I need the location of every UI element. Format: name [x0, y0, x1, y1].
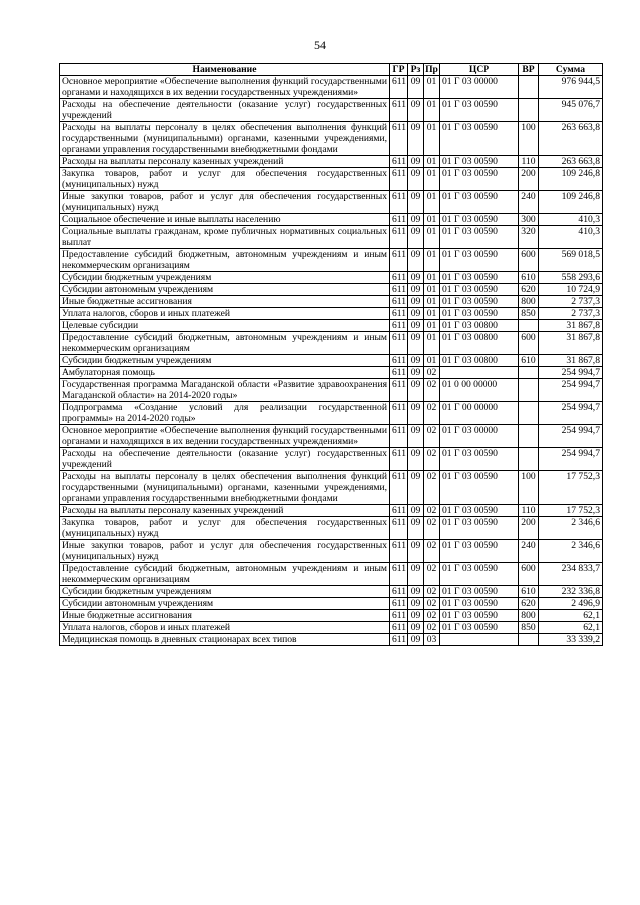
cell-gr: 611: [390, 308, 408, 320]
cell-name: Субсидии автономным учреждениям: [60, 284, 390, 296]
cell-csr: 01 Г 03 00590: [440, 308, 519, 320]
cell-sum: 2 737,3: [539, 308, 603, 320]
header-gr: ГР: [390, 64, 408, 76]
cell-pr: 02: [424, 610, 440, 622]
cell-sum: 62,1: [539, 622, 603, 634]
cell-rz: 09: [408, 76, 424, 99]
table-row: [60, 99, 603, 122]
cell-gr: 611: [390, 249, 408, 272]
cell-rz: 09: [408, 563, 424, 586]
cell-sum: 234 833,7: [539, 563, 603, 586]
cell-csr: [440, 634, 519, 646]
cell-vr: 200: [519, 168, 539, 191]
cell-gr: 611: [390, 355, 408, 367]
cell-rz: 09: [408, 355, 424, 367]
cell-csr: 01 Г 03 00590: [440, 214, 519, 226]
cell-csr: 01 Г 03 00000: [440, 76, 519, 99]
cell-csr: 01 Г 03 00590: [440, 284, 519, 296]
cell-rz: 09: [408, 214, 424, 226]
table-row: [60, 76, 603, 99]
header-name: Наименование: [60, 64, 390, 76]
table-row: [60, 610, 603, 622]
cell-gr: 611: [390, 425, 408, 448]
table-row: [60, 517, 603, 540]
cell-pr: 02: [424, 402, 440, 425]
cell-pr: 02: [424, 379, 440, 402]
cell-csr: 01 Г 03 00590: [440, 99, 519, 122]
cell-csr: 01 Г 03 00590: [440, 191, 519, 214]
table-row: [60, 308, 603, 320]
cell-name: Иные бюджетные ассигнования: [60, 296, 390, 308]
cell-sum: 254 994,7: [539, 448, 603, 471]
cell-rz: 09: [408, 425, 424, 448]
cell-sum: 109 246,8: [539, 191, 603, 214]
cell-name: Иные закупки товаров, работ и услуг для обеспечения государственных (муниципальных) нужд: [60, 191, 390, 214]
table-row: [60, 156, 603, 168]
cell-gr: 611: [390, 622, 408, 634]
cell-gr: 611: [390, 598, 408, 610]
cell-name: Закупка товаров, работ и услуг для обеспечения государственных (муниципальных) нужд: [60, 168, 390, 191]
cell-pr: 02: [424, 517, 440, 540]
cell-rz: 09: [408, 379, 424, 402]
table-row: [60, 425, 603, 448]
cell-gr: 611: [390, 320, 408, 332]
cell-rz: 09: [408, 226, 424, 249]
cell-sum: 410,3: [539, 226, 603, 249]
cell-vr: [519, 99, 539, 122]
cell-sum: 945 076,7: [539, 99, 603, 122]
table-row: [60, 540, 603, 563]
cell-pr: 03: [424, 634, 440, 646]
cell-pr: 01: [424, 272, 440, 284]
table-row: [60, 214, 603, 226]
cell-name: Подпрограмма «Создание условий для реализации государственной программы» на 2014-2020 годы»: [60, 402, 390, 425]
cell-gr: 611: [390, 505, 408, 517]
table-row: [60, 284, 603, 296]
cell-vr: [519, 634, 539, 646]
cell-gr: 611: [390, 448, 408, 471]
table-row: [60, 471, 603, 505]
page-number: 54: [314, 38, 326, 52]
cell-pr: 01: [424, 332, 440, 355]
cell-name: Предоставление субсидий бюджетным, автономным учреждениям и иным некоммерческим организациям: [60, 332, 390, 355]
table-row: [60, 122, 603, 156]
cell-name: Предоставление субсидий бюджетным, автономным учреждениям и иным некоммерческим организациям: [60, 563, 390, 586]
cell-vr: [519, 402, 539, 425]
cell-vr: [519, 367, 539, 379]
cell-name: Расходы на выплаты персоналу казенных учреждений: [60, 156, 390, 168]
cell-sum: 410,3: [539, 214, 603, 226]
cell-pr: 01: [424, 156, 440, 168]
cell-vr: 600: [519, 563, 539, 586]
cell-pr: 01: [424, 122, 440, 156]
cell-csr: 01 Г 03 00590: [440, 598, 519, 610]
cell-name: Иные закупки товаров, работ и услуг для обеспечения государственных (муниципальных) нужд: [60, 540, 390, 563]
cell-name: Предоставление субсидий бюджетным, автономным учреждениям и иным некоммерческим организациям: [60, 249, 390, 272]
cell-csr: 01 Г 03 00590: [440, 122, 519, 156]
cell-vr: 600: [519, 249, 539, 272]
cell-sum: 254 994,7: [539, 402, 603, 425]
table-row: [60, 563, 603, 586]
cell-rz: 09: [408, 517, 424, 540]
cell-pr: 02: [424, 471, 440, 505]
cell-sum: 558 293,6: [539, 272, 603, 284]
cell-gr: 611: [390, 402, 408, 425]
cell-rz: 09: [408, 284, 424, 296]
cell-rz: 09: [408, 99, 424, 122]
cell-sum: 232 336,8: [539, 586, 603, 598]
cell-csr: 01 Г 03 00590: [440, 272, 519, 284]
cell-vr: 110: [519, 156, 539, 168]
cell-name: Расходы на выплаты персоналу в целях обеспечения выполнения функций государственными (муниципальными) органами, казенными учреждениями, органами управления государственными внебюджетными фондами: [60, 471, 390, 505]
cell-pr: 02: [424, 540, 440, 563]
cell-sum: 263 663,8: [539, 122, 603, 156]
cell-name: Основное мероприятие «Обеспечение выполнения функций государственными органами и находящихся в их ведении государственных учреждениями»: [60, 425, 390, 448]
cell-pr: 01: [424, 226, 440, 249]
cell-csr: 01 Г 03 00800: [440, 332, 519, 355]
cell-vr: [519, 320, 539, 332]
cell-sum: 31 867,8: [539, 355, 603, 367]
cell-sum: 33 339,2: [539, 634, 603, 646]
cell-csr: [440, 367, 519, 379]
cell-name: Субсидии автономным учреждениям: [60, 598, 390, 610]
cell-gr: 611: [390, 168, 408, 191]
cell-vr: 240: [519, 540, 539, 563]
cell-csr: 01 Г 03 00590: [440, 505, 519, 517]
cell-csr: 01 Г 03 00590: [440, 622, 519, 634]
cell-rz: 09: [408, 540, 424, 563]
cell-vr: 100: [519, 122, 539, 156]
cell-rz: 09: [408, 296, 424, 308]
cell-sum: 62,1: [539, 610, 603, 622]
cell-csr: 01 Г 03 00590: [440, 156, 519, 168]
cell-rz: 09: [408, 367, 424, 379]
table-row: [60, 249, 603, 272]
table-row: [60, 379, 603, 402]
table-row: [60, 272, 603, 284]
cell-vr: [519, 448, 539, 471]
cell-gr: 611: [390, 296, 408, 308]
cell-vr: 610: [519, 272, 539, 284]
table-row: [60, 191, 603, 214]
cell-vr: 850: [519, 622, 539, 634]
cell-csr: 01 Г 03 00590: [440, 586, 519, 598]
cell-rz: 09: [408, 168, 424, 191]
cell-sum: 31 867,8: [539, 320, 603, 332]
cell-gr: 611: [390, 156, 408, 168]
cell-csr: 01 Г 00 00000: [440, 402, 519, 425]
cell-csr: 01 0 00 00000: [440, 379, 519, 402]
cell-pr: 01: [424, 168, 440, 191]
cell-vr: 800: [519, 610, 539, 622]
table-body: [60, 76, 603, 646]
cell-vr: 300: [519, 214, 539, 226]
table-row: [60, 226, 603, 249]
cell-pr: 01: [424, 191, 440, 214]
cell-csr: 01 Г 03 00000: [440, 425, 519, 448]
cell-sum: 31 867,8: [539, 332, 603, 355]
budget-table: [59, 63, 603, 646]
cell-csr: 01 Г 03 00590: [440, 249, 519, 272]
cell-gr: 611: [390, 76, 408, 99]
cell-sum: 109 246,8: [539, 168, 603, 191]
cell-gr: 611: [390, 272, 408, 284]
cell-name: Медицинская помощь в дневных стационарах всех типов: [60, 634, 390, 646]
cell-sum: 254 994,7: [539, 425, 603, 448]
cell-gr: 611: [390, 517, 408, 540]
cell-name: Иные бюджетные ассигнования: [60, 610, 390, 622]
cell-vr: 620: [519, 284, 539, 296]
table-row: [60, 168, 603, 191]
cell-pr: 01: [424, 284, 440, 296]
header-pr: Пр: [425, 64, 438, 75]
cell-name: Расходы на выплаты персоналу казенных учреждений: [60, 505, 390, 517]
cell-gr: 611: [390, 471, 408, 505]
table-row: [60, 367, 603, 379]
cell-pr: 01: [424, 249, 440, 272]
cell-vr: 610: [519, 355, 539, 367]
table-row: [60, 622, 603, 634]
cell-vr: [519, 76, 539, 99]
cell-rz: 09: [408, 505, 424, 517]
cell-sum: 2 496,9: [539, 598, 603, 610]
cell-gr: 611: [390, 332, 408, 355]
cell-name: Субсидии бюджетным учреждениям: [60, 272, 390, 284]
cell-rz: 09: [408, 610, 424, 622]
cell-sum: 17 752,3: [539, 471, 603, 505]
header-vr: ВР: [519, 64, 539, 76]
cell-csr: 01 Г 03 00590: [440, 471, 519, 505]
cell-name: Субсидии бюджетным учреждениям: [60, 355, 390, 367]
cell-sum: 254 994,7: [539, 379, 603, 402]
header-csr: ЦСР: [440, 64, 519, 76]
cell-csr: 01 Г 03 00590: [440, 296, 519, 308]
table-row: [60, 598, 603, 610]
cell-pr: 02: [424, 622, 440, 634]
cell-rz: 09: [408, 634, 424, 646]
cell-vr: 610: [519, 586, 539, 598]
cell-csr: 01 Г 03 00590: [440, 563, 519, 586]
cell-pr: 02: [424, 367, 440, 379]
cell-gr: 611: [390, 99, 408, 122]
cell-name: Субсидии бюджетным учреждениям: [60, 586, 390, 598]
cell-rz: 09: [408, 156, 424, 168]
cell-sum: 263 663,8: [539, 156, 603, 168]
cell-gr: 611: [390, 634, 408, 646]
cell-vr: [519, 379, 539, 402]
cell-name: Основное мероприятие «Обеспечение выполнения функций государственными органами и находящихся в их ведении государственных учреждениями»: [60, 76, 390, 99]
table-row: [60, 320, 603, 332]
table-row: [60, 296, 603, 308]
cell-sum: 976 944,5: [539, 76, 603, 99]
table-row: [60, 586, 603, 598]
cell-name: Уплата налогов, сборов и иных платежей: [60, 622, 390, 634]
table-row: [60, 505, 603, 517]
cell-pr: 02: [424, 598, 440, 610]
cell-pr: 02: [424, 586, 440, 598]
cell-sum: 2 346,6: [539, 540, 603, 563]
cell-sum: 17 752,3: [539, 505, 603, 517]
cell-name: Социальное обеспечение и иные выплаты населению: [60, 214, 390, 226]
cell-pr: 01: [424, 355, 440, 367]
cell-name: Расходы на выплаты персоналу в целях обеспечения выполнения функций государственными (муниципальными) органами, казенными учреждениями, органами управления государственными внебюджетными фондами: [60, 122, 390, 156]
cell-name: Расходы на обеспечение деятельности (оказание услуг) государственных учреждений: [60, 99, 390, 122]
cell-rz: 09: [408, 249, 424, 272]
cell-pr: 01: [424, 308, 440, 320]
header-rz: Рз: [408, 64, 424, 76]
cell-pr: 02: [424, 563, 440, 586]
cell-vr: 200: [519, 517, 539, 540]
cell-pr: 01: [424, 296, 440, 308]
cell-csr: 01 Г 03 00590: [440, 168, 519, 191]
cell-vr: 110: [519, 505, 539, 517]
table-row: [60, 402, 603, 425]
cell-gr: 611: [390, 191, 408, 214]
cell-gr: 611: [390, 610, 408, 622]
cell-csr: 01 Г 03 00590: [440, 226, 519, 249]
cell-csr: 01 Г 03 00590: [440, 517, 519, 540]
cell-csr: 01 Г 03 00590: [440, 448, 519, 471]
cell-pr: 02: [424, 448, 440, 471]
cell-name: Амбулаторная помощь: [60, 367, 390, 379]
cell-name: Расходы на обеспечение деятельности (оказание услуг) государственных учреждений: [60, 448, 390, 471]
cell-vr: 850: [519, 308, 539, 320]
cell-rz: 09: [408, 332, 424, 355]
cell-rz: 09: [408, 448, 424, 471]
cell-rz: 09: [408, 272, 424, 284]
header-sum: Сумма: [539, 64, 603, 76]
cell-csr: 01 Г 03 00590: [440, 540, 519, 563]
cell-gr: 611: [390, 214, 408, 226]
cell-name: Уплата налогов, сборов и иных платежей: [60, 308, 390, 320]
cell-vr: 240: [519, 191, 539, 214]
cell-gr: 611: [390, 226, 408, 249]
cell-csr: 01 Г 03 00800: [440, 355, 519, 367]
cell-gr: 611: [390, 563, 408, 586]
cell-pr: 01: [424, 214, 440, 226]
cell-gr: 611: [390, 586, 408, 598]
cell-csr: 01 Г 03 00590: [440, 610, 519, 622]
table-row: [60, 355, 603, 367]
cell-rz: 09: [408, 122, 424, 156]
cell-gr: 611: [390, 379, 408, 402]
cell-rz: 09: [408, 191, 424, 214]
cell-pr: 01: [424, 320, 440, 332]
cell-vr: 620: [519, 598, 539, 610]
cell-pr: 01: [424, 76, 440, 99]
cell-sum: 2 737,3: [539, 296, 603, 308]
cell-vr: 100: [519, 471, 539, 505]
cell-csr: 01 Г 03 00800: [440, 320, 519, 332]
cell-vr: 600: [519, 332, 539, 355]
cell-pr: 01: [424, 99, 440, 122]
cell-name: Закупка товаров, работ и услуг для обеспечения государственных (муниципальных) нужд: [60, 517, 390, 540]
cell-rz: 09: [408, 622, 424, 634]
table-header-row: [60, 64, 603, 76]
cell-vr: 800: [519, 296, 539, 308]
cell-rz: 09: [408, 471, 424, 505]
cell-name: Социальные выплаты гражданам, кроме публичных нормативных социальных выплат: [60, 226, 390, 249]
cell-gr: 611: [390, 367, 408, 379]
cell-sum: 2 346,6: [539, 517, 603, 540]
cell-rz: 09: [408, 320, 424, 332]
cell-gr: 611: [390, 284, 408, 296]
table-row: [60, 634, 603, 646]
table-row: [60, 448, 603, 471]
cell-rz: 09: [408, 308, 424, 320]
cell-gr: 611: [390, 122, 408, 156]
cell-gr: 611: [390, 540, 408, 563]
cell-pr: 02: [424, 425, 440, 448]
cell-pr: 02: [424, 505, 440, 517]
cell-vr: 320: [519, 226, 539, 249]
cell-sum: 254 994,7: [539, 367, 603, 379]
cell-rz: 09: [408, 402, 424, 425]
cell-name: Целевые субсидии: [60, 320, 390, 332]
cell-name: Государственная программа Магаданской области «Развитие здравоохранения Магаданской области» на 2014-2020 годы»: [60, 379, 390, 402]
cell-vr: [519, 425, 539, 448]
table-row: [60, 332, 603, 355]
cell-rz: 09: [408, 598, 424, 610]
cell-rz: 09: [408, 586, 424, 598]
cell-sum: 10 724,9: [539, 284, 603, 296]
cell-sum: 569 018,5: [539, 249, 603, 272]
